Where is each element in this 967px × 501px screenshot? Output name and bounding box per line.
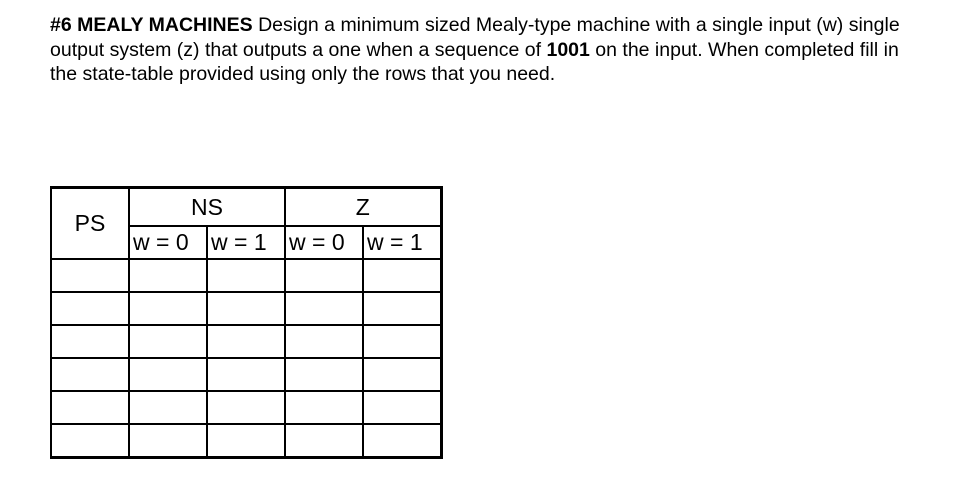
ps-cell[interactable]	[51, 424, 129, 458]
z-w1-cell[interactable]	[363, 325, 441, 358]
z-w0-cell[interactable]	[285, 259, 363, 292]
ns-w1-cell[interactable]	[207, 358, 285, 391]
ns-w1-cell[interactable]	[207, 259, 285, 292]
ns-w0-cell[interactable]	[129, 358, 207, 391]
ps-header: PS	[51, 188, 129, 260]
ns-w0-cell[interactable]	[129, 424, 207, 458]
problem-statement	[50, 13, 930, 87]
z-w0-cell[interactable]	[285, 358, 363, 391]
z-w1-cell[interactable]	[363, 424, 441, 458]
problem-text-part2: on the input. When completed fill in the state-table provided using only the rows that you need.	[50, 38, 899, 85]
table-row	[51, 325, 441, 358]
ps-cell[interactable]	[51, 292, 129, 325]
table-row	[51, 358, 441, 391]
z-w1-cell[interactable]	[363, 292, 441, 325]
z-w0-header: w = 0	[285, 226, 363, 259]
table-row	[51, 424, 441, 458]
state-table	[50, 186, 443, 459]
z-w1-cell[interactable]	[363, 259, 441, 292]
state-table-body	[51, 188, 441, 458]
ps-cell[interactable]	[51, 358, 129, 391]
table-row	[51, 259, 441, 292]
z-w1-header: w = 1	[363, 226, 441, 259]
ns-w1-cell[interactable]	[207, 424, 285, 458]
ns-w1-header: w = 1	[207, 226, 285, 259]
z-w1-cell[interactable]	[363, 358, 441, 391]
z-w0-cell[interactable]	[285, 325, 363, 358]
ns-w0-cell[interactable]	[129, 292, 207, 325]
problem-text-part1: Design a minimum sized Mealy-type machine with a single input (w) single output system (z) that outputs a one when a sequence of	[50, 14, 900, 61]
table-row	[51, 391, 441, 424]
ns-w1-cell[interactable]	[207, 292, 285, 325]
ps-cell[interactable]	[51, 259, 129, 292]
problem-sequence: 1001	[546, 38, 590, 61]
ps-cell[interactable]	[51, 325, 129, 358]
ns-header: NS	[129, 188, 285, 227]
z-w0-cell[interactable]	[285, 424, 363, 458]
ns-w0-cell[interactable]	[129, 259, 207, 292]
ns-w1-cell[interactable]	[207, 325, 285, 358]
ps-cell[interactable]	[51, 391, 129, 424]
z-w0-cell[interactable]	[285, 292, 363, 325]
z-w1-cell[interactable]	[363, 391, 441, 424]
ns-w0-header: w = 0	[129, 226, 207, 259]
problem-heading: #6 MEALY MACHINES	[50, 14, 253, 36]
z-header: Z	[285, 188, 441, 227]
header-row-top	[51, 188, 441, 227]
ns-w0-cell[interactable]	[129, 391, 207, 424]
table-row	[51, 292, 441, 325]
ns-w0-cell[interactable]	[129, 325, 207, 358]
z-w0-cell[interactable]	[285, 391, 363, 424]
ns-w1-cell[interactable]	[207, 391, 285, 424]
